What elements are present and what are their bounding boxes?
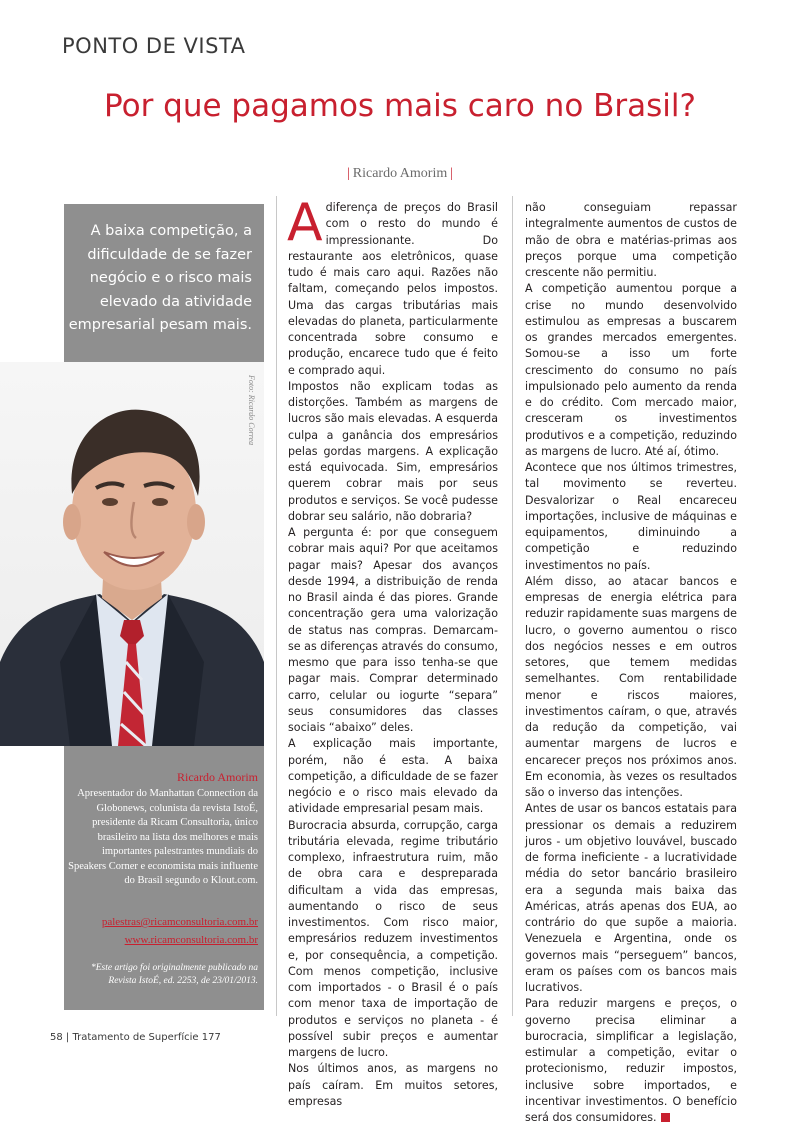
bio-website-link[interactable]: www.ricamconsultoria.com.br xyxy=(124,934,258,946)
page-number: 58 xyxy=(50,1032,63,1043)
paragraph: Antes de usar os bancos estatais para pressionar os demais a reduzirem juros - um objetivo louvável, buscado de forma ineficiente - a lucratividade média do setor bancário brasileiro era a segunda mais baixa das Américas, atrás apenas dos EUA, ao contrário do que supõe a maioria. Venezuela e Argentina, onde os governos mais “perseguem” bancos, eram os países com os bancos mais lucrativos. xyxy=(525,802,737,994)
pull-quote-box xyxy=(64,204,264,362)
footer-separator: | xyxy=(65,1032,70,1043)
byline xyxy=(0,166,800,182)
paragraph: Burocracia absurda, corrupção, carga tributária elevada, regime tributário complexo, infraestrutura ruim, mão de obra cara e despreparada dificultam a vida das empresas, aumentando o risco de seus investimentos. Com risco maior, empresários reduzem investimentos e, por consequência, a competição. Com menos competição, inclusive com importados - o Brasil é o país com menor taxa de importação de produtos e serviços no planeta - é possível subir preços e aumentar margens de lucro. xyxy=(288,818,498,1059)
paragraph: Além disso, ao atacar bancos e empresas de energia elétrica para reduzir rapidamente suas margens de lucro, o governo aumentou o risco dos negócios nesses e em outros setores, que temem medidas semelhantes. Com rentabilidade menor e riscos maiores, investimentos caíram, o que, através da redução da competição, vai aumentar margens de lucros e encarecer preços nos próximos anos. Em economia, às vezes os resultados são o inverso das intenções. xyxy=(525,574,737,799)
photo-credit: Foto: Ricardo Correa xyxy=(247,375,256,446)
paragraph: não conseguiam repassar integralmente aumentos de custos de mão de obra e matérias-primas aos preços porque uma competição crescente não permitiu. xyxy=(525,201,737,279)
publication-name: Tratamento de Superfície 177 xyxy=(72,1032,221,1043)
paragraph: A explicação mais importante, porém, não é esta. A baixa competição, a dificuldade de se fazer negócio e o risco mais elevado da atividade empresarial pesam mais. xyxy=(288,737,498,816)
article-column-1 xyxy=(287,193,498,1110)
end-mark-icon xyxy=(661,1113,670,1122)
column-divider xyxy=(512,196,513,1016)
bio-text: Apresentador do Manhattan Connection da Globonews, colunista da revista IstoÉ, presidente da Ricam Consultoria, único brasileiro na lista dos melhores e mais importantes palestrantes mundiais do Speakers Corner e economista mais influente do Brasil segundo o Klout.com. xyxy=(68,788,258,886)
page-footer xyxy=(50,1032,221,1043)
author-portrait-illustration xyxy=(0,362,264,746)
paragraph: Acontece que nos últimos trimestres, tal movimento se reverteu. Desvalorizar o Real encareceu importações, inclusive de máquinas e equipamentos, diminuindo a competição e reduzindo investimentos no país. xyxy=(525,461,737,572)
paragraph: Para reduzir margens e preços, o governo precisa eliminar a burocracia, simplificar a legislação, estimular a competição, evitar o protecionismo, reduzir impostos, inclusive sobre importados, e incentivar investimentos. O benefício será dos consumidores. xyxy=(525,997,737,1124)
paragraph: Impostos não explicam todas as distorções. Também as margens de lucros são mais elevadas. A esquerda culpa a ganância dos empresários pelas gordas margens. A explicação está equivocada. Sim, empresários querem cobrar mais por seus produtos e serviços. Se você pudesse dobrar seu salário, não dobraria? xyxy=(288,379,498,523)
section-label: PONTO DE VISTA xyxy=(62,34,246,58)
byline-bar-right: | xyxy=(450,166,454,181)
paragraph: A pergunta é: por que conseguem cobrar mais aqui? Por que aceitamos pagar mais? Apesar dos avanços desde 1994, a distribuição de renda no Brasil ainda é das piores. Grande concentração gera uma valorização de status nas compras. Demarcam-se as diferenças através do consumo, mesmo que para isso tenha-se que pagar mais. Comprar determinado carro, celular ou iogurte “separa” seus consumidores das classes sociais “abaixo” deles. xyxy=(288,526,498,734)
byline-bar-left: | xyxy=(346,166,350,181)
article-headline: Por que pagamos mais caro no Brasil? xyxy=(104,88,696,124)
column-divider xyxy=(276,196,277,1016)
drop-cap: A xyxy=(287,193,323,253)
paragraph: Nos últimos anos, as margens no país caíram. Em muitos setores, empresas xyxy=(288,1062,498,1108)
paragraph: Adiferença de preços do Brasil com o resto do mundo é impressionante. Do restaurante aos eletrônicos, quase tudo é mais caro aqui. Razões não faltam, começando pelos impostos. Uma das cargas tributárias mais elevadas do planeta, particularmente concentrada sobre consumo e produção, encarece tudo que é feito e comprado aqui. xyxy=(287,193,498,377)
pull-quote: A baixa competição, a dificuldade de se fazer negócio e o risco mais elevado da atividade empresarial pesam mais. xyxy=(68,223,252,333)
bio-name: Ricardo Amorim xyxy=(177,770,258,784)
bio-email-link[interactable]: palestras@ricamconsultoria.com.br xyxy=(101,916,258,928)
author-bio-box xyxy=(64,746,264,1010)
bio-publication-note: *Este artigo foi originalmente publicado na Revista IstoÉ, ed. 2253, de 23/01/2013. xyxy=(90,963,258,986)
article-column-2 xyxy=(525,200,737,1126)
author-photo xyxy=(0,362,264,746)
byline-author: Ricardo Amorim xyxy=(352,166,448,181)
paragraph: A competição aumentou porque a crise no mundo desenvolvido estimulou as empresas a buscarem os grandes mercados emergentes. Somou-se a isso um forte crescimento do consumo no país impulsionado pelo aumento da renda e do crédito. Com mercado maior, cresceram os investimentos produtivos e a competição, reduzindo as margens de lucro. Até aí, ótimo. xyxy=(525,282,737,458)
